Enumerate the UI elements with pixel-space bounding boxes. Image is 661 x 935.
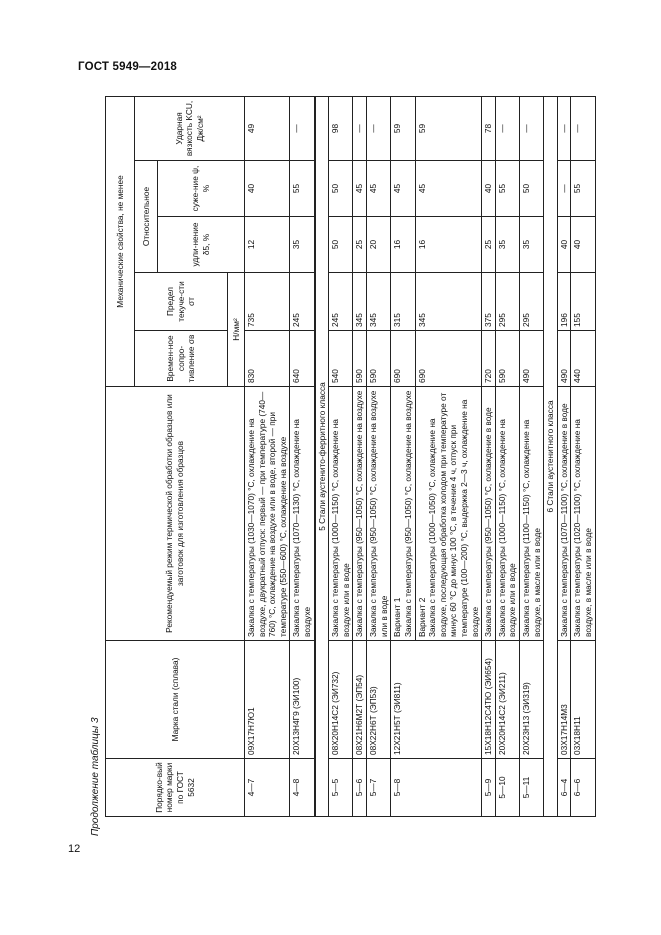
table-row xyxy=(482,96,496,816)
header-yield: Предел текуче-сти σт xyxy=(135,273,228,331)
cell-elongation: 16 xyxy=(391,217,415,273)
header-relative: Относительное xyxy=(135,161,158,273)
cell-grade: 08Х22Н6Т (ЭП53) xyxy=(367,641,391,759)
cell-impact: — xyxy=(520,96,544,160)
cell-order: 5—8 xyxy=(391,759,482,817)
header-unit: Н/мм² xyxy=(228,273,245,387)
cell-tensile: 540 xyxy=(329,331,353,387)
header-elongation: удли-нение δ5, % xyxy=(158,217,245,273)
cell-order: 4—7 xyxy=(245,759,290,817)
cell-contraction: 45 xyxy=(353,161,367,217)
header-grade: Марка стали (сплава) xyxy=(106,641,245,759)
cell-grade: 03Х18Н11 xyxy=(571,641,595,759)
cell-tensile: 490 xyxy=(557,331,571,387)
cell-grade: 20Х13Н4Г9 (ЭИ100) xyxy=(290,641,315,759)
cell-grade: 15Х18Н12С4ТЮ (ЭИ654) xyxy=(482,641,496,759)
cell-treatment: Закалка с температуры (1020—1100) °С, охлаждение на воздухе, в масле или в воде xyxy=(571,387,595,641)
header-impact: Ударная вязкость KCU, Дж/см² xyxy=(135,96,245,160)
cell-grade: 08Х21Н6М2Т (ЭП54) xyxy=(353,641,367,759)
header-contraction: суже-ние ψ, % xyxy=(158,161,245,217)
cell-treatment: Закалка с температуры (1100—1150) °С, охлаждение на воздухе, в масле или в воде xyxy=(520,387,544,641)
cell-impact: — xyxy=(290,96,315,160)
cell-contraction: 50 xyxy=(329,161,353,217)
document-title: ГОСТ 5949—2018 xyxy=(78,61,178,73)
cell-contraction: 45 xyxy=(367,161,391,217)
cell-tensile: 720 xyxy=(482,331,496,387)
cell-grade: 03Х17Н14М3 xyxy=(557,641,571,759)
header-tensile: Времен-ное сопро-тивление σв xyxy=(135,331,228,387)
cell-order: 5—6 xyxy=(353,759,367,817)
cell-impact: — xyxy=(557,96,571,160)
cell-contraction: 40 xyxy=(245,161,290,217)
cell-grade: 12Х21Н5Т (ЭИ811) xyxy=(391,641,482,759)
cell-yield: 345 xyxy=(367,273,391,331)
cell-yield: 345 xyxy=(353,273,367,331)
cell-yield: 345 xyxy=(415,273,482,331)
table-row xyxy=(329,96,353,816)
table-row xyxy=(353,96,367,816)
cell-tensile: 690 xyxy=(415,331,482,387)
cell-order: 5—9 xyxy=(482,759,496,817)
cell-contraction: 45 xyxy=(391,161,415,217)
cell-elongation: 40 xyxy=(571,217,595,273)
cell-elongation: 12 xyxy=(245,217,290,273)
cell-impact: — xyxy=(353,96,367,160)
cell-yield: 295 xyxy=(520,273,544,331)
cell-treatment: Закалка с температуры (950—1050) °С, охлаждение на воздухе или в воде xyxy=(367,387,391,641)
cell-impact: — xyxy=(367,96,391,160)
cell-order: 5—10 xyxy=(495,759,519,817)
section-6-title: 6 Стали аустенитного класса xyxy=(544,96,558,816)
table-row xyxy=(367,96,391,816)
cell-contraction: 45 xyxy=(415,161,482,217)
cell-treatment: Закалка с температуры (1070—1100) °С, охлаждение в воде xyxy=(557,387,571,641)
cell-tensile: 490 xyxy=(520,331,544,387)
cell-contraction: 55 xyxy=(290,161,315,217)
cell-order: 5—5 xyxy=(329,759,353,817)
cell-yield: 315 xyxy=(391,273,415,331)
cell-contraction: 55 xyxy=(571,161,595,217)
cell-elongation: 35 xyxy=(290,217,315,273)
table-row xyxy=(245,96,290,816)
cell-elongation: 40 xyxy=(557,217,571,273)
cell-elongation: 20 xyxy=(367,217,391,273)
mechanical-properties-table xyxy=(105,96,596,817)
cell-contraction: — xyxy=(557,161,571,217)
cell-grade: 09Х17Н7Ю1 xyxy=(245,641,290,759)
cell-tensile: 440 xyxy=(571,331,595,387)
cell-yield: 295 xyxy=(495,273,519,331)
cell-grade: 08Х20Н14С2 (ЭИ732) xyxy=(329,641,353,759)
page-number: 12 xyxy=(68,843,81,855)
cell-treatment-variant-2: Вариант 2 Закалка с температуры (1000—1050) °С, охлаждение на воздухе, последующая обработка холодом при температуре от минус 60 °С до минус 100 °С, в течение 4 ч, отпуск при температуре (100—200) °С, выдержка 2—3 ч, охлаждение на воздухе xyxy=(415,387,482,641)
cell-grade: 20Х20Н14С2 (ЭИ211) xyxy=(495,641,519,759)
cell-impact: 59 xyxy=(415,96,482,160)
cell-order: 6—6 xyxy=(571,759,595,817)
cell-order: 5—11 xyxy=(520,759,544,817)
header-order: Порядко-вый номер марки по ГОСТ 5632 xyxy=(106,759,245,817)
section-heading-row xyxy=(315,96,329,816)
cell-yield: 245 xyxy=(329,273,353,331)
cell-yield: 196 xyxy=(557,273,571,331)
table-row xyxy=(391,96,415,816)
cell-impact: — xyxy=(495,96,519,160)
cell-treatment: Закалка с температуры (1070—1130) °С, охлаждение на воздухе xyxy=(290,387,315,641)
cell-treatment: Закалка с температуры (1000—1150) °С, охлаждение на воздухе или в воде xyxy=(329,387,353,641)
cell-contraction: 55 xyxy=(495,161,519,217)
cell-impact: 49 xyxy=(245,96,290,160)
cell-order: 4—8 xyxy=(290,759,315,817)
table-row xyxy=(571,96,595,816)
rotated-table-wrapper xyxy=(105,97,594,817)
table-row xyxy=(520,96,544,816)
section-5-title: 5 Стали аустенито-ферритного класса xyxy=(315,96,329,816)
table-row xyxy=(557,96,571,816)
cell-grade: 20Х23Н13 (ЭИ319) xyxy=(520,641,544,759)
table-row xyxy=(290,96,315,816)
cell-yield: 155 xyxy=(571,273,595,331)
cell-tensile: 590 xyxy=(367,331,391,387)
cell-treatment: Закалка с температуры (1000—1150) °С, охлаждение на воздухе или в воде xyxy=(495,387,519,641)
cell-tensile: 590 xyxy=(495,331,519,387)
cell-elongation: 25 xyxy=(482,217,496,273)
cell-order: 5—7 xyxy=(367,759,391,817)
cell-impact: — xyxy=(571,96,595,160)
cell-order: 6—4 xyxy=(557,759,571,817)
cell-treatment: Закалка с температуры (950—1050) °С, охлаждение на воздухе xyxy=(353,387,367,641)
cell-yield: 245 xyxy=(290,273,315,331)
section-heading-row xyxy=(544,96,558,816)
cell-tensile: 830 xyxy=(245,331,290,387)
cell-tensile: 640 xyxy=(290,331,315,387)
cell-elongation: 50 xyxy=(329,217,353,273)
cell-tensile: 690 xyxy=(391,331,415,387)
cell-impact: 98 xyxy=(329,96,353,160)
cell-contraction: 50 xyxy=(520,161,544,217)
cell-elongation: 25 xyxy=(353,217,367,273)
cell-elongation: 35 xyxy=(495,217,519,273)
header-treatment: Рекомендуемый режим термической обработки образцов или заготовок для изготовления образцов xyxy=(106,387,245,641)
cell-elongation: 16 xyxy=(415,217,482,273)
cell-yield: 735 xyxy=(245,273,290,331)
cell-treatment: Закалка с температуры (1030—1070) °С, охлаждение на воздухе, двукратный отпуск: первый — при температуре (740—760) °С, охлаждение на воздухе или в воде, второй — при температуре (550—600) °С, охлаждение на воздухе xyxy=(245,387,290,641)
table-row xyxy=(495,96,519,816)
cell-yield: 375 xyxy=(482,273,496,331)
cell-impact: 59 xyxy=(391,96,415,160)
cell-elongation: 35 xyxy=(520,217,544,273)
table-continuation-label: Продолжение таблицы 3 xyxy=(90,717,101,836)
cell-contraction: 40 xyxy=(482,161,496,217)
cell-impact: 78 xyxy=(482,96,496,160)
cell-tensile: 590 xyxy=(353,331,367,387)
cell-treatment: Закалка с температуры (950—1050) °С, охлаждение в воде xyxy=(482,387,496,641)
cell-treatment-variant-1: Вариант 1 Закалка с температуры (950—1050) °С, охлаждение на воздухе xyxy=(391,387,415,641)
header-mechanical-properties: Механические свойства, не менее xyxy=(106,96,135,386)
